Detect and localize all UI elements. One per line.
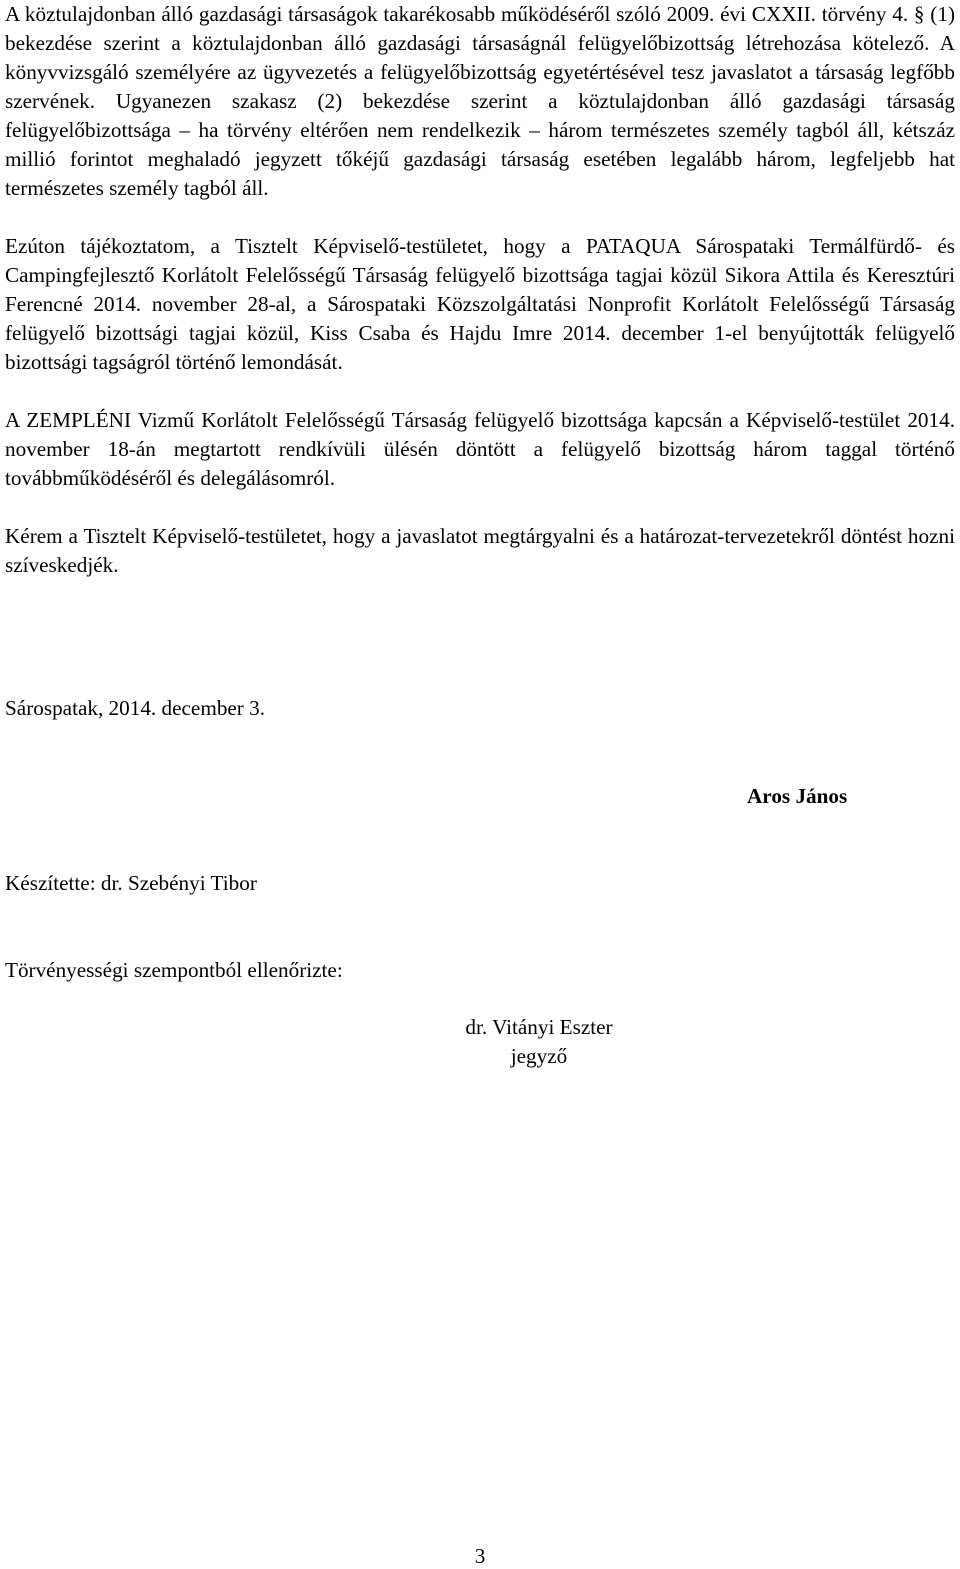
- paragraph-legal-basis: A köztulajdonban álló gazdasági társaságok takarékosabb működéséről szóló 2009. évi CXXII. törvény 4. § (1) bekezdése szerint a köztulajdonban álló gazdasági társaságnál felügyelőbizottság létrehozása kötelező. A könyvvizsgáló személyére az ügyvezetés a felügyelőbizottság egyetértésével tesz javaslatot a társaság legfőbb szervének. Ugyanezen szakasz (2) bekezdése szerint a köztulajdonban álló gazdasági társaság felügyelőbizottsága – ha törvény eltérően nem rendelkezik – három természetes személy tagból áll, kétszáz millió forintot meghaladó jegyzett tőkéjű gazdasági társaság esetében legalább három, legfeljebb hat természetes személy tagból áll.: [5, 2, 955, 200]
- place-and-date: Sárospatak, 2014. december 3.: [5, 696, 266, 720]
- paragraph-resignations: Ezúton tájékoztatom, a Tisztelt Képviselő-testületet, hogy a PATAQUA Sárospataki Termálfürdő- és Campingfejlesztő Korlátolt Felelősségű Társaság felügyelő bizottsága tagjai közül Sikora Attila és Keresztúri Ferencné 2014. november 28-al, a Sárospataki Közszolgáltatási Nonprofit Korlátolt Felelősségű Társaság felügyelő bizottsági tagjai közül, Kiss Csaba és Hajdu Imre 2014. december 1-el benyújtották felügyelő bizottsági tagságról történő lemondását.: [5, 234, 955, 374]
- paragraph-request: Kérem a Tisztelt Képviselő-testületet, hogy a javaslatot megtárgyalni és a határozat-tervezetekről döntést hozni szíveskedjék.: [5, 524, 955, 577]
- document-body: [5, 0, 955, 580]
- legal-check-label: Törvényességi szempontból ellenőrizte:: [5, 958, 343, 982]
- signer-name: Aros János: [747, 784, 848, 808]
- prepared-by: Készítette: dr. Szebényi Tibor: [5, 871, 257, 895]
- paragraph-zempleni: A ZEMPLÉNI Vizmű Korlátolt Felelősségű Társaság felügyelő bizottsága kapcsán a Képviselő-testület 2014. november 18-án megtartott rendkívüli ülésén döntött a felügyelő bizottság három taggal történő továbbműködéséről és delegálásomról.: [5, 408, 955, 490]
- page-number: 3: [474, 1544, 486, 1568]
- notary-block: [449, 1013, 629, 1071]
- notary-name: dr. Vitányi Eszter: [465, 1015, 613, 1039]
- notary-title: jegyző: [510, 1044, 568, 1068]
